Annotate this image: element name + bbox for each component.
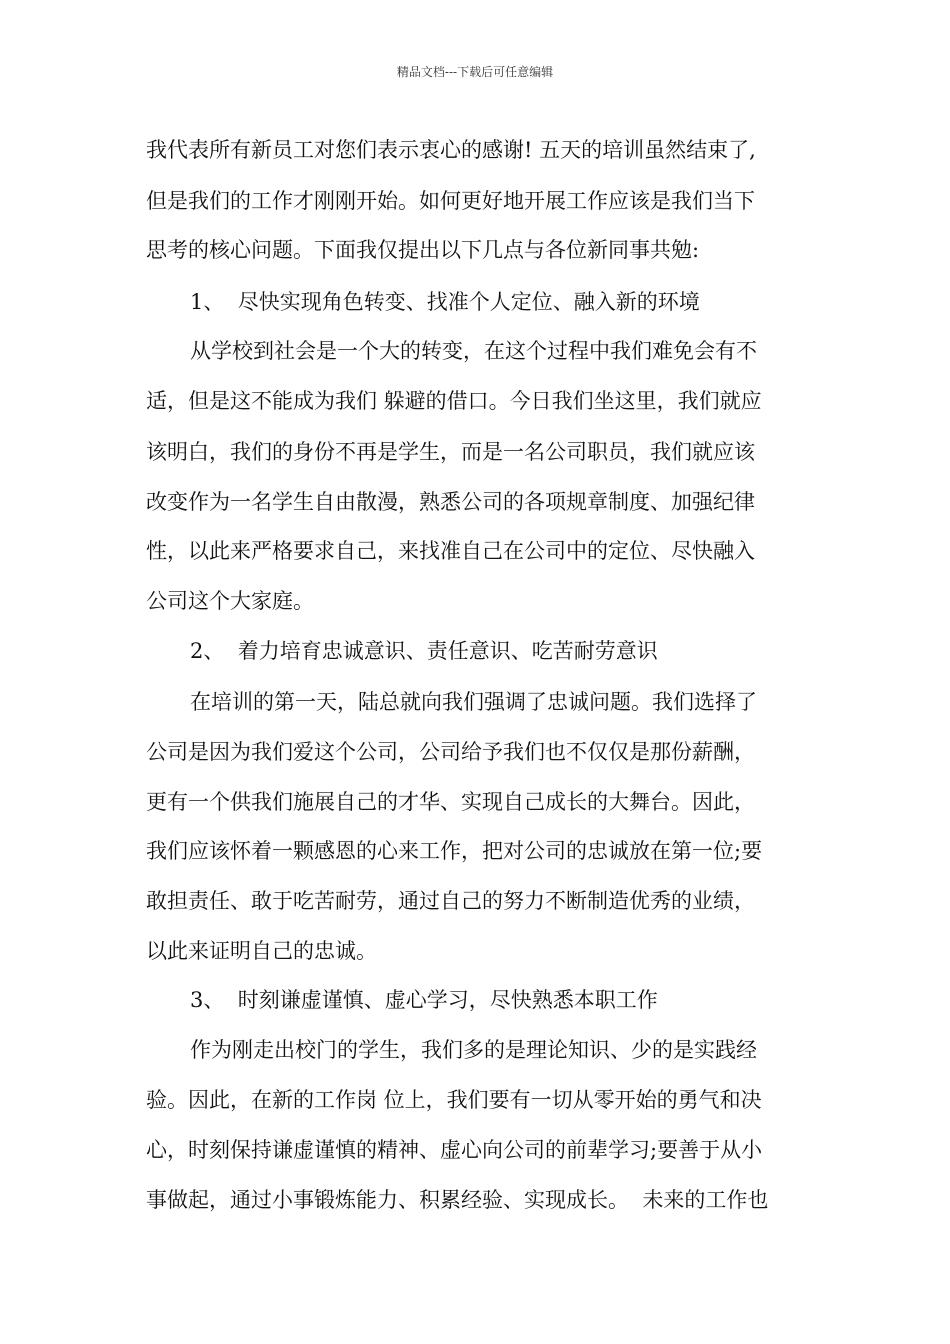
section-heading-3: 3、 时刻谦虚谨慎、虚心学习，尽快熟悉本职工作 bbox=[190, 988, 658, 1012]
paragraph-line: 我们应该怀着一颗感恩的心来工作，把对公司的忠诚放在第一位;要 bbox=[146, 839, 763, 863]
paragraph-line: 从学校到社会是一个大的转变，在这个过程中我们难免会有不 bbox=[190, 339, 757, 363]
paragraph-line: 我代表所有新员工对您们表示衷心的感谢! 五天的培训虽然结束了, bbox=[146, 138, 756, 162]
paragraph-line: 但是我们的工作才刚刚开始。如何更好地开展工作应该是我们当下 bbox=[146, 189, 755, 213]
paragraph-line: 以此来证明自己的忠诚。 bbox=[146, 939, 377, 963]
page-header: 精品文档---下载后可任意编辑 bbox=[396, 65, 554, 79]
paragraph-line: 性，以此来严格要求自己，来找准自己在公司中的定位、尽快融入 bbox=[146, 539, 755, 563]
paragraph-line: 验。因此，在新的工作岗 位上，我们要有一切从零开始的勇气和决 bbox=[146, 1088, 762, 1112]
paragraph-line: 更有一个供我们施展自己的才华、实现自己成长的大舞台。因此， bbox=[146, 790, 755, 814]
paragraph-line: 思考的核心问题。下面我仅提出以下几点与各位新同事共勉: bbox=[146, 238, 700, 262]
paragraph-line: 在培训的第一天，陆总就向我们强调了忠诚问题。我们选择了 bbox=[190, 690, 757, 714]
paragraph-line: 敢担责任、敢于吃苦耐劳，通过自己的努力不断制造优秀的业绩， bbox=[146, 889, 755, 913]
section-heading-1: 1、 尽快实现角色转变、找准个人定位、融入新的环境 bbox=[190, 290, 700, 314]
paragraph-line: 事做起，通过小事锻炼能力、积累经验、实现成长。 未来的工作也 bbox=[146, 1188, 769, 1212]
paragraph-line: 心，时刻保持谦虚谨慎的精神、虚心向公司的前辈学习;要善于从小 bbox=[146, 1138, 763, 1162]
section-heading-2: 2、 着力培育忠诚意识、责任意识、吃苦耐劳意识 bbox=[190, 639, 658, 663]
paragraph-line: 作为刚走出校门的学生，我们多的是理论知识、少的是实践经 bbox=[190, 1038, 757, 1062]
paragraph-line: 适，但是这不能成为我们 躲避的借口。今日我们坐这里，我们就应 bbox=[146, 389, 762, 413]
paragraph-line: 该明白，我们的身份不再是学生，而是一名公司职员，我们就应该 bbox=[146, 440, 755, 464]
paragraph-line: 改变作为一名学生自由散漫，熟悉公司的各项规章制度、加强纪律 bbox=[146, 490, 755, 514]
paragraph-line: 公司这个大家庭。 bbox=[146, 589, 314, 613]
paragraph-line: 公司是因为我们爱这个公司，公司给予我们也不仅仅是那份薪酬， bbox=[146, 740, 755, 764]
